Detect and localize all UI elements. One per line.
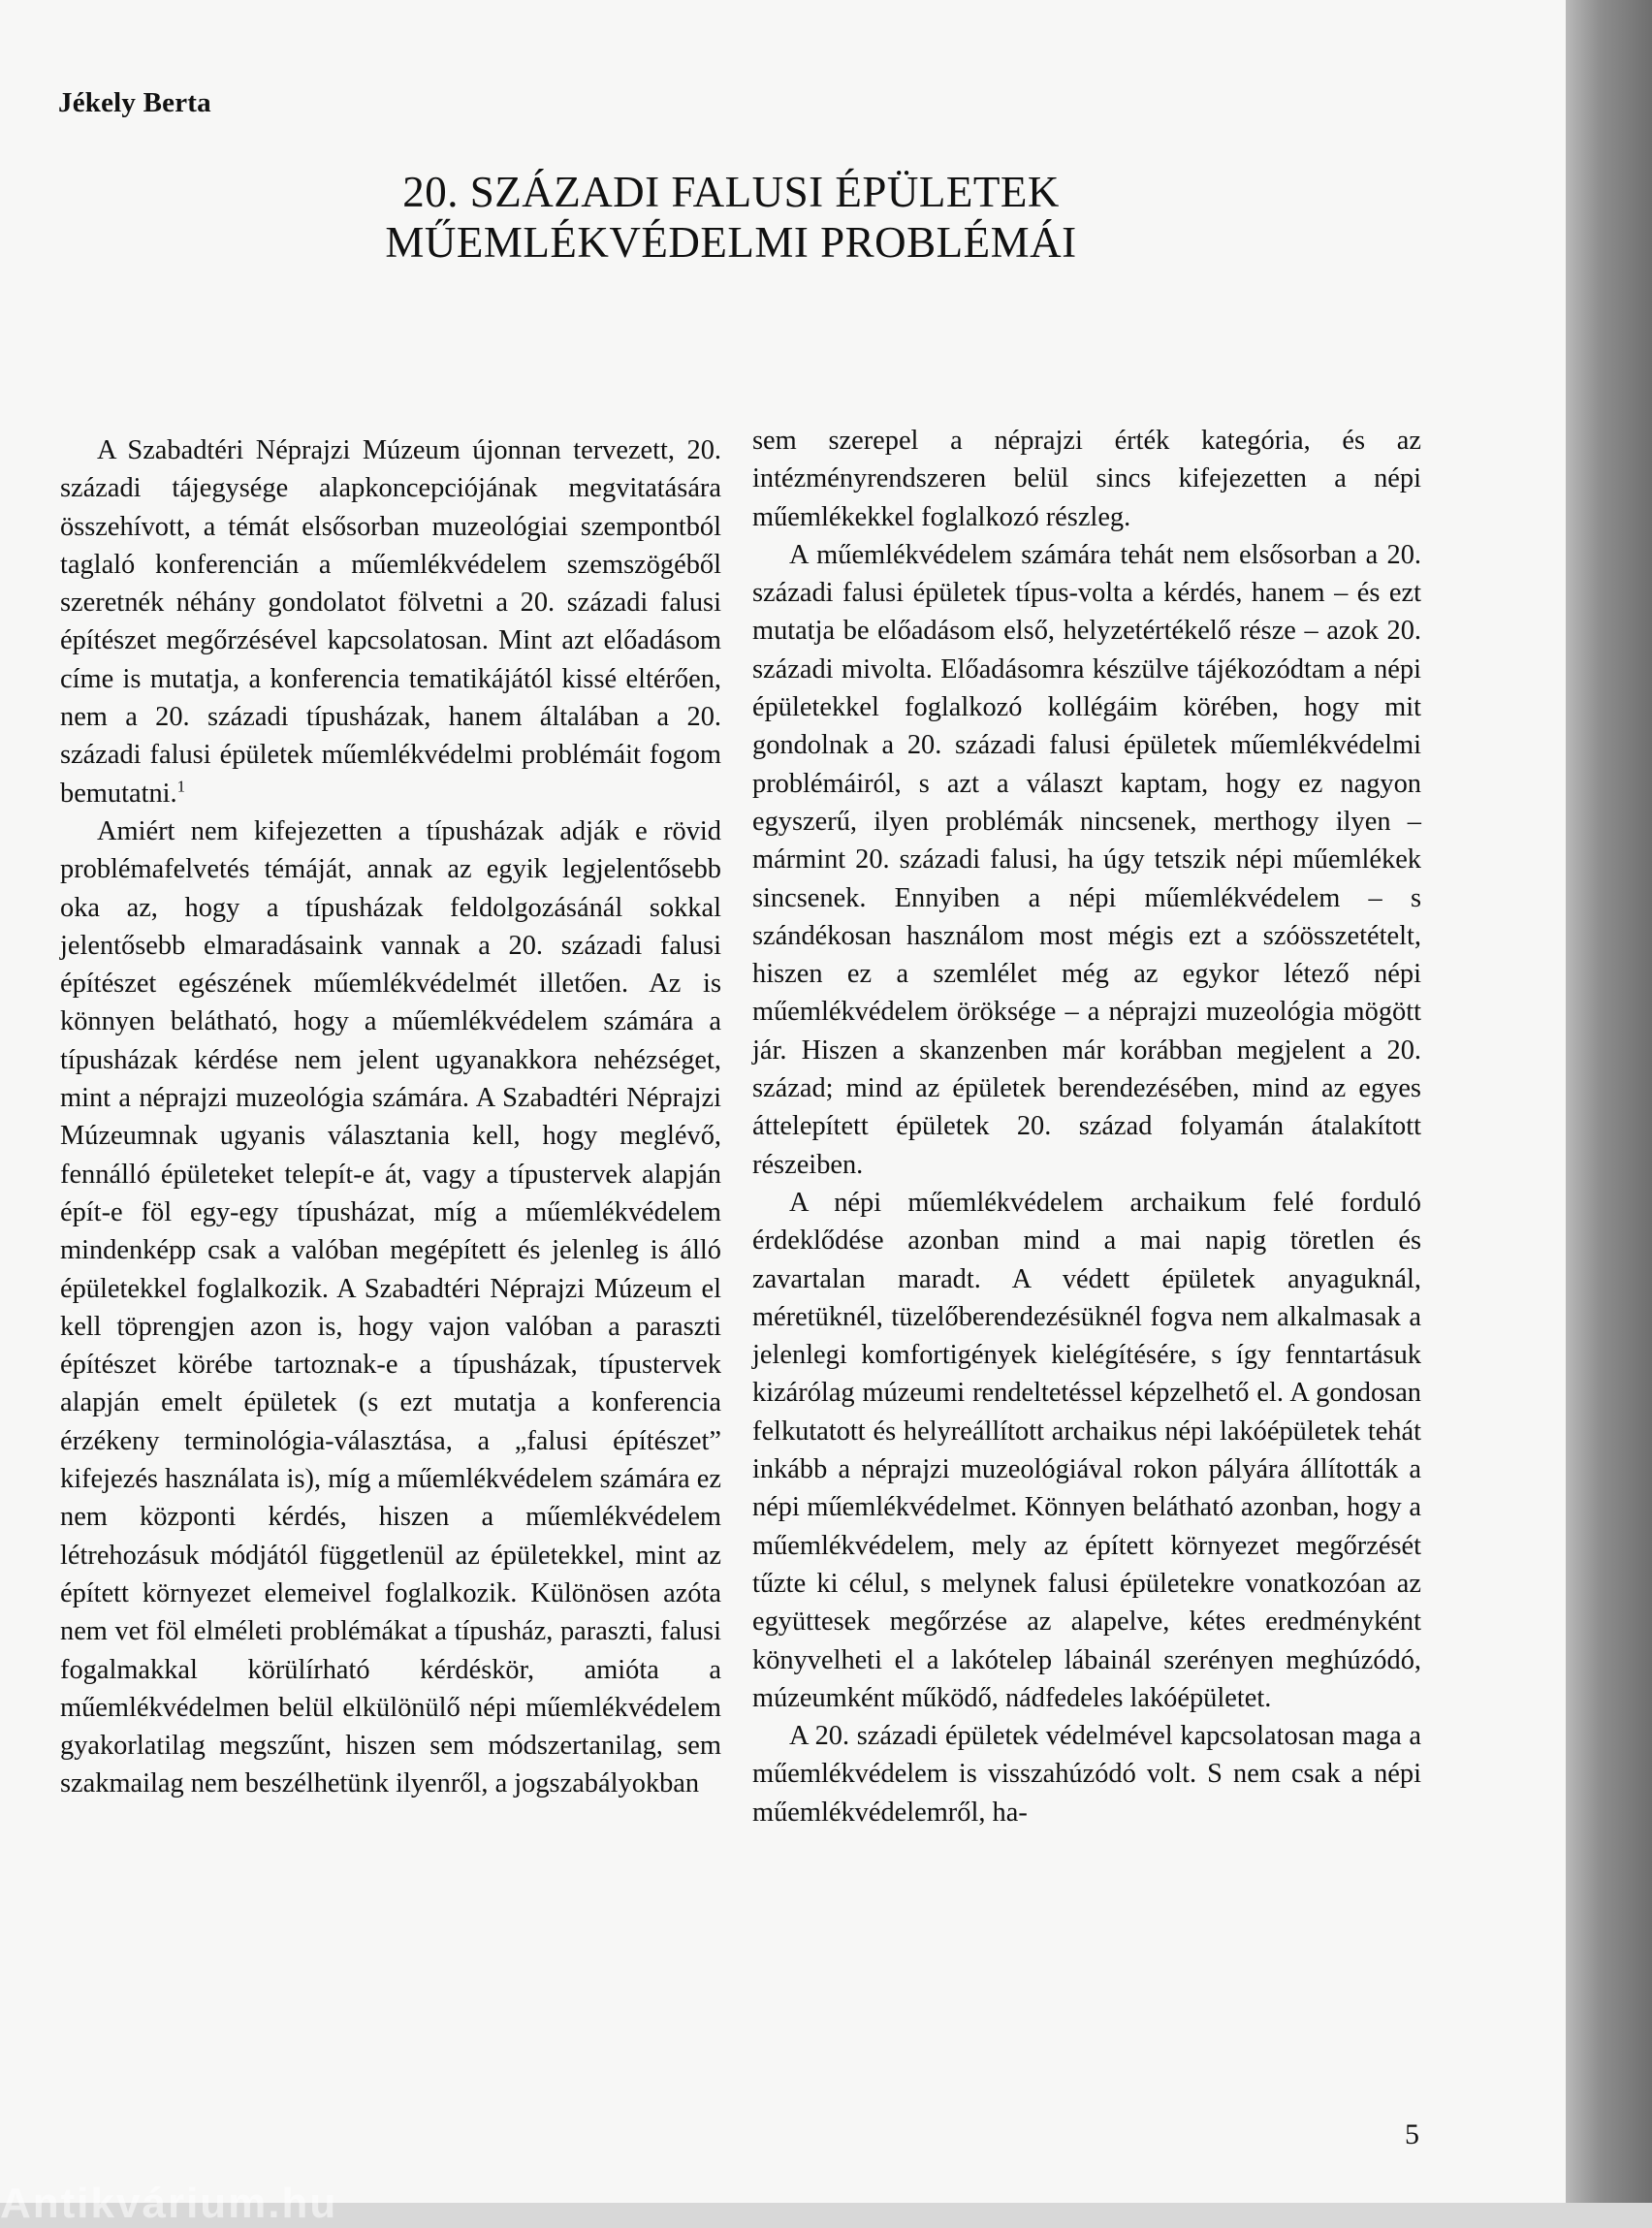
right-paragraph-2: A műemlékvédelem számára tehát nem elsősorban a 20. századi falusi épületek típus-volta a kérdés, hanem – és ezt mutatja be előadásom első, helyzetértékelő része – azok 20. századi mivolta. Előadásomra készülve tájékozódtam a népi épületekkel foglalkozó kollégáim körében, hogy mit gondolnak a 20. századi falusi épületek műemlékvédelmi problémáiról, s azt a választ kaptam, hogy ez nagyon egyszerű, ilyen problémák nincsenek, merthogy ilyen – mármint 20. századi falusi, ha úgy tetszik népi műemlékek sincsenek. Ennyiben a népi műemlékvédelem – s szándékosan használom most mégis ezt a szóösszetételt, hiszen ez a szemlélet még az egykor létező népi műemlékvédelem öröksége – a néprajzi muzeológia mögött jár. Hiszen a skanzenben már korábban megjelent a 20. század; mind az épületek berendezésében, mind az egyes áttelepített épületek 20. század folyamán átalakított részeiben. xyxy=(752,539,1421,1180)
watermark-logo: Antikvárium.hu xyxy=(0,2180,338,2227)
right-paragraph-4: A 20. századi épületek védelmével kapcsolatosan maga a műemlékvédelem is visszahúzódó volt. S nem csak a népi műemlékvédelemről, ha- xyxy=(752,1721,1421,1828)
title-line-1: 20. SZÁZADI FALUSI ÉPÜLETEK xyxy=(402,168,1060,216)
article-title xyxy=(0,167,1462,268)
page-number: 5 xyxy=(1405,2118,1419,2150)
right-column xyxy=(752,422,1421,1831)
left-paragraph-2: Amiért nem kifejezetten a típusházak adják e rövid problémafelvetés témáját, annak az egyik legjelentősebb oka az, hogy a típusházak feldolgozásánál sokkal jelentősebb elmaradásaink vannak a 20. századi falusi építészet egészének műemlékvédelmét illetően. Az is könnyen belátható, hogy a műemlékvédelem számára a típusházak kérdése nem jelent ugyanakkora nehézséget, mint a néprajzi muzeológia számára. A Szabadtéri Néprajzi Múzeumnak ugyanis választania kell, hogy meglévő, fennálló épületeket telepít-e át, vagy a típustervek alapján épít-e föl egy-egy típusházat, míg a műemlékvédelem mindenképp csak a valóban megépített és jelenleg is álló épületekkel foglalkozik. A Szabadtéri Néprajzi Múzeum el kell töprengjen azon is, hogy vajon valóban a paraszti építészet körébe tartoznak-e a típusházak, típustervek alapján emelt épületek (s ezt mutatja a konferencia érzékeny terminológia-választása, a „falusi építészet” kifejezés használata is), míg a műemlékvédelem számára ez nem központi kérdés, hiszen a műemlékvédelem létrehozásuk módjától függetlenül az épületekkel, mint az épített környezet elemeivel foglalkozik. Különösen azóta nem vet föl elméleti problémákat a típusház, paraszti, falusi fogalmakkal körülírható kérdéskör, amióta a műemlékvédelmen belül elkülönülő népi műemlékvédelem gyakorlatilag megszűnt, hiszen sem módszertanilag, sem szakmailag nem beszélhetünk ilyenről, a jogszabályokban xyxy=(60,815,721,1799)
left-paragraph-1 xyxy=(60,431,721,812)
book-gutter xyxy=(1566,0,1652,2203)
footnote-marker: 1 xyxy=(176,777,186,796)
right-paragraph-3: A népi műemlékvédelem archaikum felé forduló érdeklődése azonban mind a mai napig töretlen és zavartalan maradt. A védett épületek anyaguknál, méretüknél, tüzelőberendezésüknél fogva nem alkalmasak a jelenlegi komfortigények kielégítésére, s így fenntartásuk kizárólag múzeumi rendeltetéssel képzelhető el. A gondosan felkutatott és helyreállított archaikus népi lakóépületek tehát inkább a néprajzi muzeológiával rokon pályára állították a népi műemlékvédelmet. Könnyen belátható azonban, hogy a műemlékvédelem, mely az épített környezet megőrzését tűzte ki célul, s melynek falusi épületekre vonatkozóan az együttesek megőrzése az alapelve, kétes eredményként könyvelheti el a lakótelep lábainál szerényen meghúzódó, múzeumként működő, nádfedeles lakóépületet. xyxy=(752,1187,1421,1713)
title-line-2: MŰEMLÉKVÉDELMI PROBLÉMÁI xyxy=(385,218,1077,267)
left-column xyxy=(60,431,721,1803)
author-name: Jékely Berta xyxy=(58,87,211,118)
left-paragraph-1-text: A Szabadtéri Néprajzi Múzeum újonnan tervezett, 20. századi tájegysége alapkoncepciójának megvitatására összehívott, a témát elsősorban muzeológiai szempontból taglaló konferencián a műemlékvédelem szemszögéből szeretnék néhány gondolatot fölvetni a 20. századi falusi építészet megőrzésével kapcsolatosan. Mint azt előadásom címe is mutatja, a konferencia tematikájától kissé eltérően, nem a 20. századi típusházak, hanem általában a 20. századi falusi épületek műemlékvédelmi problémáit fogom bemutatni. xyxy=(60,435,721,809)
right-paragraph-1: sem szerepel a néprajzi érték kategória, és az intézményrendszeren belül sincs kifejezetten a népi műemlékekkel foglalkozó részleg. xyxy=(752,426,1421,532)
